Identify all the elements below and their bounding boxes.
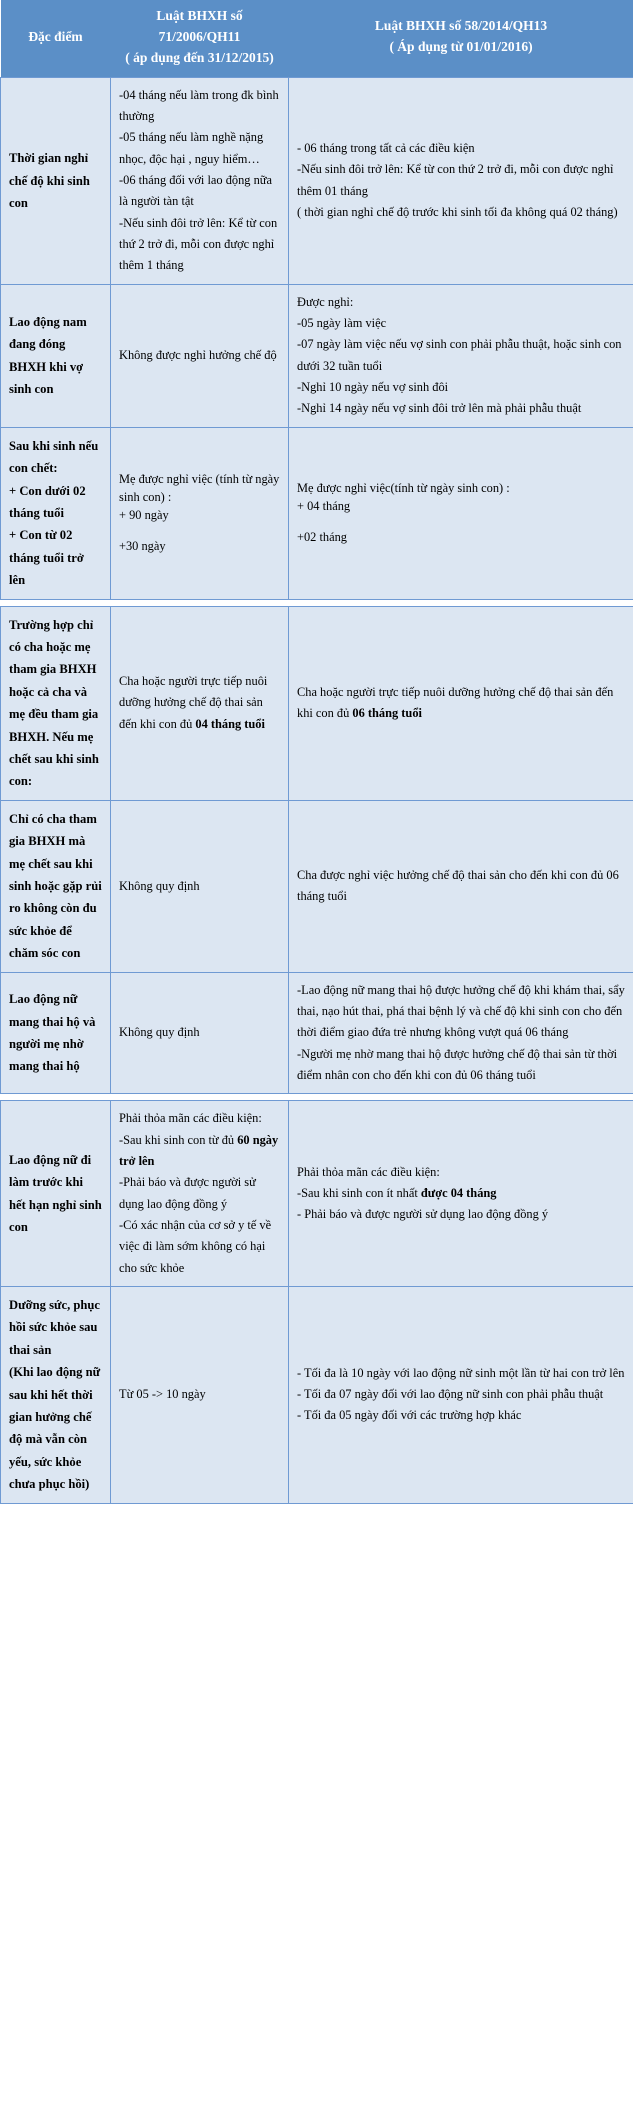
row-label-parent-bhxh-mother-died: Trường hợp chỉ có cha hoặc mẹ tham gia BHXH hoặc cả cha và mẹ đều tham gia BHXH. Nếu mẹ chết sau khi sinh con: (1, 606, 111, 800)
row-label-note: (Khi lao động nữ sau khi hết thời gian hưởng chế độ mà vẫn còn yếu, sức khỏe chưa phục hồi) (9, 1365, 101, 1492)
cell-new-law: Mẹ được nghỉ việc(tính từ ngày sinh con) : + 04 tháng +02 tháng (289, 427, 633, 599)
table-row (1, 606, 633, 800)
cell-new-law: Phải thỏa mãn các điều kiện: -Sau khi sinh con ít nhất được 04 tháng - Phải báo và được người sử dụng lao động đồng ý (289, 1101, 633, 1287)
row-label-maternity-leave-duration: Thời gian nghỉ chế độ khi sinh con (1, 77, 111, 284)
comparison-table-part2 (0, 606, 633, 1095)
header-col-feature (1, 0, 111, 77)
cell-text-emphasis: 60 ngày trở lên (119, 1132, 279, 1168)
cell-new-law: Được nghỉ: -05 ngày làm việc -07 ngày làm việc nếu vợ sinh con phải phẫu thuật, hoặc sinh con dưới 32 tuần tuổi -Nghỉ 10 ngày nếu vợ sinh đôi -Nghỉ 14 ngày nếu vợ sinh đôi trở lên mà phải phẫu thuật (289, 284, 633, 427)
table-row (1, 284, 633, 427)
table-body-part2 (1, 606, 633, 1094)
table-row (1, 77, 633, 284)
header-old-law-period: ( áp dụng đến 31/12/2015) (125, 49, 274, 65)
cell-new-law: - Tối đa là 10 ngày với lao động nữ sinh một lần từ hai con trở lên - Tối đa 07 ngày đối với lao động nữ sinh con phải phẫu thuật - Tối đa 05 ngày đối với các trường hợp khác (289, 1286, 633, 1503)
cell-old-law: Phải thỏa mãn các điều kiện: -Sau khi sinh con từ đủ 60 ngày trở lên -Phải báo và được người sử dụng lao động đồng ý -Có xác nhận của cơ sở y tế về việc đi làm sớm không có hại cho sức khỏe (111, 1101, 289, 1287)
table-body-part3 (1, 1101, 633, 1503)
table-header (1, 0, 633, 77)
cell-old-law: Không được nghỉ hưởng chế độ (111, 284, 289, 427)
cell-text-emphasis: được 04 tháng (420, 1185, 497, 1200)
spacer (119, 525, 280, 538)
cell-old-law: Không quy định (111, 972, 289, 1094)
cell-old-law: Mẹ được nghỉ việc (tính từ ngày sinh con) : + 90 ngày +30 ngày (111, 427, 289, 599)
cell-new-law (289, 606, 633, 800)
header-col-old-law (111, 0, 289, 77)
cell-text: Cha hoặc người trực tiếp nuôi dưỡng hưởng chế độ thai sản đến khi con đủ (119, 674, 268, 731)
header-row (1, 0, 633, 77)
cell-text: -Sau khi sinh con ít nhất (297, 1185, 421, 1200)
cell-new-law: - 06 tháng trong tất cả các điều kiện -Nếu sinh đôi trở lên: Kể từ con thứ 2 trở đi, mỗi con được nghỉ thêm 01 tháng ( thời gian nghỉ chế độ trước khi sinh tối đa không quá 02 tháng) (289, 77, 633, 284)
comparison-table-part3 (0, 1100, 633, 1503)
table-row (1, 1101, 633, 1287)
comparison-table-part1 (0, 0, 633, 600)
header-col-new-law (289, 0, 633, 77)
cell-old-law: -04 tháng nếu làm trong đk bình thường -05 tháng nếu làm nghề nặng nhọc, độc hại , nguy hiểm… -06 tháng đối với lao động nữa là người tàn tật -Nếu sinh đôi trở lên: Kể từ con thứ 2 trở đi, mỗi con được nghỉ thêm 1 tháng (111, 77, 289, 284)
row-label-male-worker-wife-birth: Lao động nam đang đóng BHXH khi vợ sinh con (1, 284, 111, 427)
cell-old-law: Từ 05 -> 10 ngày (111, 1286, 289, 1503)
table-body-part1 (1, 77, 633, 599)
row-label-only-father-bhxh: Chỉ có cha tham gia BHXH mà mẹ chết sau khi sinh hoặc gặp rủi ro không còn đu sức khỏe để chăm sóc con (1, 800, 111, 972)
cell-new-law: -Lao động nữ mang thai hộ được hưởng chế độ khi khám thai, sẩy thai, nạo hút thai, phá thai bệnh lý và chế độ khi sinh con cho đến thời điểm giao đứa trẻ nhưng không vượt quá 06 tháng -Người mẹ nhờ mang thai hộ được hưởng chế độ thai sản từ thời điểm nhân con cho đến khi con đủ 06 tháng tuổi (289, 972, 633, 1094)
cell-old-law: Không quy định (111, 800, 289, 972)
header-col-feature-label: Đặc điểm (28, 28, 83, 44)
cell-text: -Sau khi sinh con từ đủ (119, 1132, 238, 1147)
cell-text-emphasis: 04 tháng tuổi (195, 716, 265, 731)
spacer (297, 516, 625, 529)
row-label-child-death-after-birth: Sau khi sinh nếu con chết: + Con dưới 02 tháng tuổi + Con từ 02 tháng tuổi trở lên (1, 427, 111, 599)
header-new-law-title: Luật BHXH số 58/2014/QH13 (374, 18, 548, 34)
row-label-early-return-to-work: Lao động nữ đi làm trước khi hết hạn nghỉ sinh con (1, 1101, 111, 1287)
row-label-health-recovery: Dưỡng sức, phục hồi sức khỏe sau thai sản (Khi lao động nữ sau khi hết thời gian hưởng chế độ mà vẫn còn yếu, sức khỏe chưa phục hồi) (1, 1286, 111, 1503)
table-row (1, 427, 633, 599)
header-old-law-title: Luật BHXH số 71/2006/QH11 (156, 8, 243, 44)
table-row (1, 1286, 633, 1503)
cell-text: Cha hoặc người trực tiếp nuôi dưỡng hưởng chế độ thai sản đến khi con đủ (297, 684, 614, 721)
cell-new-law: Cha được nghỉ việc hưởng chế độ thai sản cho đến khi con đủ 06 tháng tuổi (289, 800, 633, 972)
header-new-law-period: ( Áp dụng từ 01/01/2016) (389, 39, 533, 55)
table-row (1, 800, 633, 972)
row-label-surrogacy: Lao động nữ mang thai hộ và người mẹ nhờ mang thai hộ (1, 972, 111, 1094)
cell-old-law (111, 606, 289, 800)
cell-text-emphasis: 06 tháng tuổi (352, 706, 422, 721)
table-row (1, 972, 633, 1094)
